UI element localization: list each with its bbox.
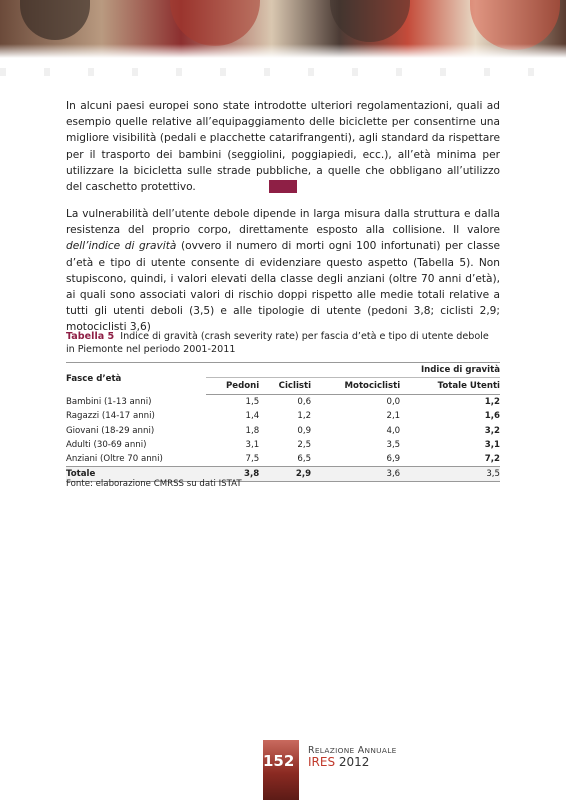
column-header: Pedoni	[206, 378, 259, 395]
row-label: Anziani (Oltre 70 anni)	[66, 454, 163, 465]
table-caption-text: Indice di gravità (crash severity rate) per fascia d’età e tipo di utente debole in Piemonte nel periodo 2001-2011	[66, 331, 489, 355]
table-row	[66, 395, 500, 410]
table-cell: 0,0	[386, 397, 401, 408]
paragraph-text: La vulnerabilità dell’utente debole dipende in larga misura dalla struttura e dalla resistenza del proprio corpo, direttamente esposto alla collisione. Il valore	[66, 208, 500, 237]
title-smallcaps: NNUALE	[364, 746, 397, 755]
table-cell: 4,0	[386, 425, 401, 436]
title-smallcaps: ELAZIONE	[314, 746, 355, 755]
table-cell: 3,6	[311, 467, 400, 482]
table-cell-total: 3,2	[484, 425, 500, 436]
group-header: Indice di gravità	[206, 363, 500, 378]
row-header: Fasce d’età	[66, 363, 206, 395]
ires-logo-text: IRES	[308, 755, 336, 769]
title-initial: R	[308, 745, 315, 756]
header-dotted-line	[0, 68, 566, 76]
page-number: 152	[263, 752, 295, 770]
paragraph-vulnerability	[66, 206, 500, 336]
table-cell: 3,1	[245, 439, 260, 450]
table-cell: 2,9	[259, 467, 311, 482]
banner-fade	[0, 44, 566, 58]
table-cell-total: 1,2	[484, 397, 500, 408]
row-label: Bambini (1-13 anni)	[66, 397, 152, 408]
banner-shape	[20, 0, 90, 40]
banner-shape	[330, 0, 410, 42]
column-header: Totale Utenti	[400, 378, 500, 395]
total-label: Totale	[66, 467, 206, 482]
table-cell: 7,5	[245, 454, 260, 465]
table-row	[66, 424, 500, 438]
table-cell: 1,8	[245, 425, 260, 436]
table-cell: 1,2	[297, 411, 312, 422]
table-cell: 3,5	[386, 439, 401, 450]
row-label: Giovani (18-29 anni)	[66, 425, 155, 436]
table-cell: 0,9	[297, 425, 312, 436]
table-source: Fonte: elaborazione CMRSS su dati ISTAT	[66, 479, 242, 489]
table-cell-total: 1,6	[484, 411, 500, 422]
table-cell: 3,8	[206, 467, 259, 482]
severity-table	[66, 362, 500, 482]
table-cell: 6,9	[386, 454, 401, 465]
footer-page-tab	[263, 740, 299, 800]
publication-brand	[308, 755, 369, 769]
table-cell: 2,1	[386, 411, 401, 422]
paragraph-emphasis: dell’indice di gravità	[66, 240, 177, 253]
table-cell: 6,5	[297, 454, 312, 465]
section-separator	[269, 180, 297, 193]
table-cell: 2,5	[297, 439, 312, 450]
table-row	[66, 409, 500, 423]
table-row	[66, 438, 500, 452]
table-label: Tabella 5	[66, 331, 115, 342]
table-row	[66, 452, 500, 467]
table-cell-total: 3,1	[484, 439, 500, 450]
banner-shape	[470, 0, 560, 50]
table-cell-total: 3,5	[400, 467, 500, 482]
banner-shape	[170, 0, 260, 46]
header-banner-image	[0, 0, 566, 58]
table-caption	[66, 330, 500, 356]
table-cell-total: 7,2	[484, 454, 500, 465]
column-header: Motociclisti	[311, 378, 400, 395]
column-header: Ciclisti	[259, 378, 311, 395]
title-initial: A	[357, 745, 365, 756]
table-cell: 1,5	[245, 397, 260, 408]
row-label: Adulti (30-69 anni)	[66, 439, 147, 450]
table-header-row	[66, 363, 500, 378]
table-cell: 1,4	[245, 411, 260, 422]
table-cell: 0,6	[297, 397, 312, 408]
paragraph-regulations: In alcuni paesi europei sono state introdotte ulteriori regolamentazioni, quali ad esempio quelle relative all’equipaggiamento delle biciclette per consentirne una migliore visibilità (pedali e placchette catarifrangenti), agli standard da rispettare per il trasporto dei bambini (seggiolini, poggiapiedi, ecc.), all’età minima per utilizzare la bicicletta sulle strade pubbliche, a quelle che obbligano all’utilizzo del caschetto protettivo.	[66, 100, 500, 194]
publication-year: 2012	[338, 755, 370, 769]
row-label: Ragazzi (14-17 anni)	[66, 411, 155, 422]
paragraph-text: (ovvero il numero di morti ogni 100 infortunati) per classe d’età e tipo di utente consente di evidenziare questo aspetto (Tabella 5). Non stupiscono, quindi, i valori elevati della classe degli anziani (oltre 70 anni d’età), ai quali sono associati valori di rischio doppi rispetto alle medie totali relative a tutti gli utenti deboli (3,5) e alle tipologie di utente (pedoni 3,8; ciclisti 2,9; motociclisti 3,6)	[66, 240, 500, 334]
